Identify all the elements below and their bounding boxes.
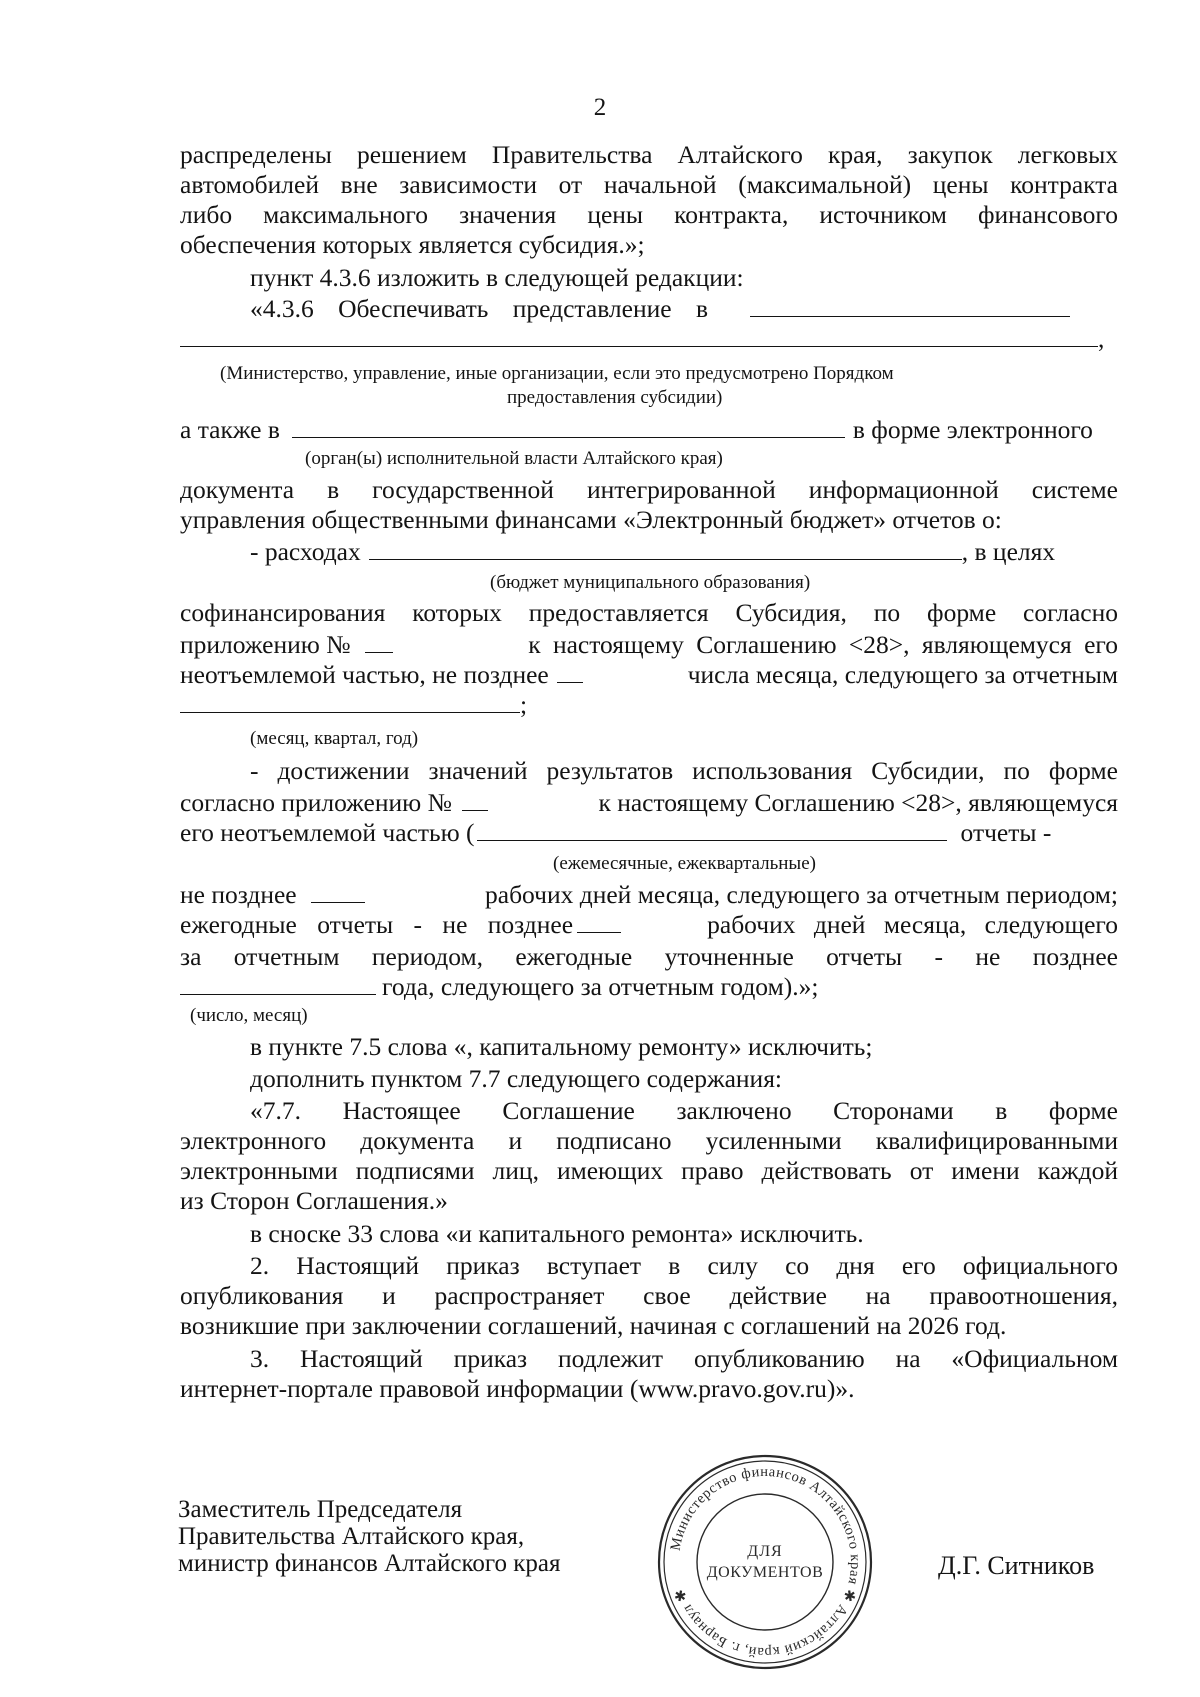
- text-line: [180, 788, 1118, 818]
- text-fragment: ежегодные отчеты - не позднее: [180, 910, 574, 939]
- text-line: из Сторон Соглашения.»: [180, 1186, 448, 1215]
- blank-field: [750, 295, 1070, 317]
- text-fragment: - расходах: [250, 537, 361, 566]
- text-fragment: числа месяца, следующего за отчетным: [687, 660, 1118, 689]
- text-line: пункт 4.3.6 изложить в следующей редакции:: [250, 263, 744, 292]
- text-line: документа в государственной интегрированной информационной системе: [180, 475, 1118, 504]
- text-line: дополнить пунктом 7.7 следующего содержания:: [250, 1064, 783, 1093]
- comma: ,: [1098, 324, 1105, 353]
- text-fragment: рабочих дней месяца, следующего за отчетным периодом;: [485, 880, 1118, 909]
- text-fragment: [180, 630, 393, 660]
- text-fragment: «4.3.6 Обеспечивать представление в: [250, 294, 708, 323]
- stamp-ring-text-path: Министерство финансов Алтайского края ✱ Алтайский край, г. Барнаул ✱: [667, 1463, 864, 1661]
- official-stamp: [655, 1452, 875, 1672]
- text-line: [180, 910, 1118, 940]
- text-line: за отчетным периодом, ежегодные уточненные отчеты - не позднее: [180, 942, 1118, 971]
- blank-field: [180, 691, 520, 713]
- text-line: [180, 415, 1118, 445]
- blank-field: [292, 416, 845, 438]
- stamp-center-text: ДЛЯ: [747, 1543, 783, 1560]
- text-line: обеспечения которых является субсидия.»;: [180, 230, 645, 259]
- blank-field: [462, 789, 488, 811]
- field-caption: предоставления субсидии): [507, 387, 723, 408]
- field-caption: (Министерство, управление, иные организации, если это предусмотрено Порядком: [220, 363, 894, 384]
- text-fragment: [180, 788, 488, 818]
- field-caption: (месяц, квартал, год): [250, 728, 419, 749]
- text-line: интернет-портале правовой информации (www.pravo.gov.ru)».: [180, 1374, 855, 1403]
- stamp-center-text: ДОКУМЕНТОВ: [706, 1564, 824, 1581]
- signatory-title-line: Правительства Алтайского края,: [178, 1523, 525, 1550]
- signatory-name: Д.Г. Ситников: [938, 1551, 1095, 1580]
- text-line: [180, 818, 1118, 848]
- blank-field: [365, 631, 393, 653]
- blank-field: [557, 661, 583, 683]
- blank-field: [180, 973, 376, 995]
- text-line: 3. Настоящий приказ подлежит опубликованию на «Официальном: [250, 1344, 1118, 1373]
- text-line: электронными подписями лиц, имеющих право действовать от имени каждой: [180, 1156, 1118, 1185]
- text-line: [180, 972, 1118, 1002]
- field-caption: (ежемесячные, ежеквартальные): [553, 853, 816, 874]
- text-line: либо максимального значения цены контракта, источником финансового: [180, 200, 1118, 229]
- text-fragment: не позднее: [180, 880, 297, 909]
- text-line: 2. Настоящий приказ вступает в силу со дня его официального: [250, 1251, 1118, 1280]
- text-line: - достижении значений результатов использования Субсидии, по форме: [250, 756, 1118, 785]
- text-fragment: года, следующего за отчетным годом).»;: [382, 972, 819, 1001]
- text-line: управления общественными финансами «Электронный бюджет» отчетов о:: [180, 505, 1002, 534]
- blank-field: [477, 819, 947, 841]
- stamp-inner-ring: [697, 1494, 833, 1630]
- text-fragment: его неотъемлемой частью (: [180, 818, 475, 847]
- text-fragment: [180, 660, 583, 690]
- text-fragment: приложению №: [180, 630, 351, 659]
- signatory-title-line: Заместитель Председателя: [178, 1496, 463, 1523]
- semicolon: ;: [520, 690, 528, 719]
- text-line: [180, 537, 1118, 567]
- text-fragment: [180, 880, 365, 910]
- blank-field: [577, 911, 621, 933]
- stamp-outer-ring: [664, 1461, 866, 1663]
- text-line: в пункте 7.5 слова «, капитальному ремонту» исключить;: [250, 1032, 873, 1061]
- text-fragment: к настоящему Соглашению <28>, являющемуся его: [528, 630, 1118, 659]
- field-caption: (число, месяц): [190, 1005, 308, 1026]
- blank-field: [311, 881, 365, 903]
- text-line: софинансирования которых предоставляется Субсидия, по форме согласно: [180, 598, 1118, 627]
- blank-line: [180, 690, 1118, 720]
- blank-field: [180, 325, 1098, 347]
- text-fragment: в форме электронного: [852, 415, 1093, 444]
- text-fragment: согласно приложению №: [180, 788, 452, 817]
- page-number: 2: [593, 94, 607, 121]
- text-line: в сноске 33 слова «и капитального ремонта» исключить.: [250, 1219, 864, 1248]
- text-fragment: неотъемлемой частью, не позднее: [180, 660, 549, 689]
- text-line: автомобилей вне зависимости от начальной (максимальной) цены контракта: [180, 170, 1118, 199]
- blank-field: [369, 538, 962, 560]
- text-line: электронного документа и подписано усиленными квалифицированными: [180, 1126, 1118, 1155]
- clause-4-3-6-line: [180, 294, 1118, 324]
- text-line: опубликования и распространяет свое действие на правоотношения,: [180, 1281, 1118, 1310]
- text-line: [180, 630, 1118, 660]
- stamp-outer-ring: [659, 1456, 871, 1668]
- text-fragment: отчеты -: [960, 818, 1052, 847]
- field-caption: (орган(ы) исполнительной власти Алтайского края): [305, 448, 723, 469]
- text-line: распределены решением Правительства Алтайского края, закупок легковых: [180, 140, 1118, 169]
- text-fragment: [180, 910, 621, 940]
- signatory-title-line: министр финансов Алтайского края: [178, 1550, 561, 1577]
- text-fragment: рабочих дней месяца, следующего: [707, 910, 1118, 939]
- text-fragment: а также в: [180, 415, 280, 444]
- blank-line: [180, 324, 1118, 354]
- text-line: возникшие при заключении соглашений, начиная с соглашений на 2026 год.: [180, 1311, 1007, 1340]
- text-fragment: к настоящему Соглашению <28>, являющемуся: [598, 788, 1118, 817]
- text-line: «7.7. Настоящее Соглашение заключено Сторонами в форме: [250, 1096, 1118, 1125]
- text-line: [180, 880, 1118, 910]
- text-line: [180, 660, 1118, 690]
- field-caption: (бюджет муниципального образования): [490, 572, 811, 593]
- text-fragment: , в целях: [961, 537, 1056, 566]
